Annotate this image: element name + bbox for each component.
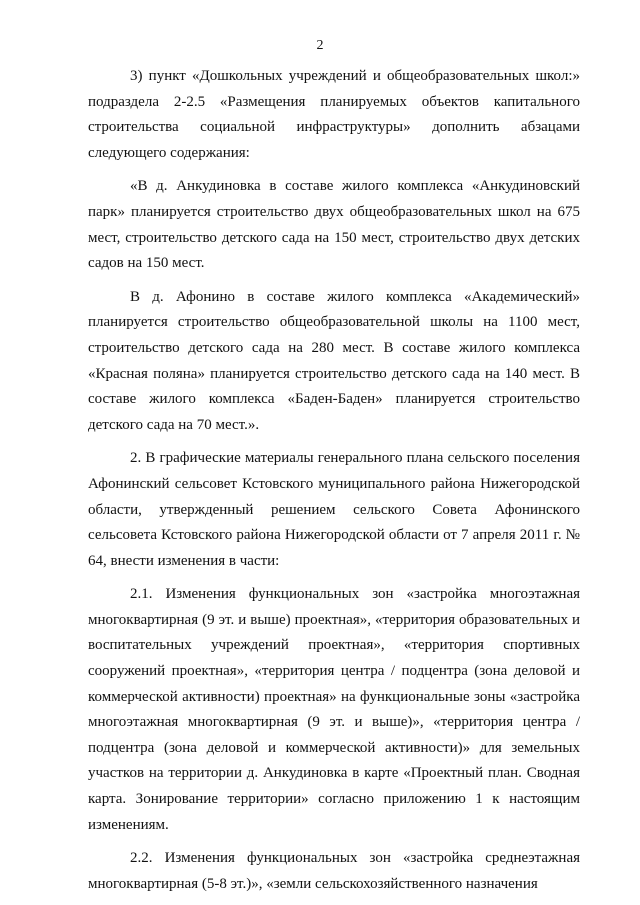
- paragraph-2-1-zone-changes: 2.1. Изменения функциональных зон «застройка многоэтажная многоквартирная (9 эт. и выше) проектная», «территория образовательных и воспитательных учреждений проектная», «территория спортивных сооружений проектная», «территория центра / подцентра (зона деловой и коммерческой активности) проектная» на функциональные зоны «застройка многоэтажная многоквартирная (9 эт. и выше)», «территория центра / подцентра (зона деловой и коммерческой активности)» для земельных участков на территории д. Анкудиновка в карте «Проектный план. Сводная карта. Зонирование территории» согласно приложению 1 к настоящим изменениям.: [88, 586, 580, 833]
- page-number: 2: [316, 38, 324, 53]
- document-body: [88, 64, 580, 905]
- paragraph-item-3-preschool: 3) пункт «Дошкольных учреждений и общеобразовательных школ:» подраздела 2-2.5 «Размещения планируемых объектов капитального строительства социальной инфраструктуры» дополнить абзацами следующего содержания:: [88, 68, 580, 161]
- paragraph-afonino-schools: В д. Афонино в составе жилого комплекса «Академический» планируется строительство общеобразовательной школы на 1100 мест, строительство детского сада на 280 мест. В составе жилого комплекса «Красная поляна» планируется строительство детского сада на 140 мест. В составе жилого комплекса «Баден-Баден» планируется строительство детского сада на 70 мест.».: [88, 288, 580, 433]
- paragraph-graphic-materials: 2. В графические материалы генерального плана сельского поселения Афонинский сельсовет Кстовского муниципального района Нижегородской области, утвержденный решением сельского Совета Афонинского сельсовета Кстовского района Нижегородской области от 7 апреля 2011 г. № 64, внести изменения в части:: [88, 450, 580, 569]
- paragraph-2-2-zone-changes: 2.2. Изменения функциональных зон «застройка среднеэтажная многоквартирная (5-8 эт.)», «земли сельскохозяйственного назначения: [88, 850, 580, 892]
- paragraph-ankudinovka-schools: «В д. Анкудиновка в составе жилого комплекса «Анкудиновский парк» планируется строительство двух общеобразовательных школ на 675 мест, строительство детского сада на 150 мест, строительство двух детских садов на 150 мест.: [88, 178, 580, 272]
